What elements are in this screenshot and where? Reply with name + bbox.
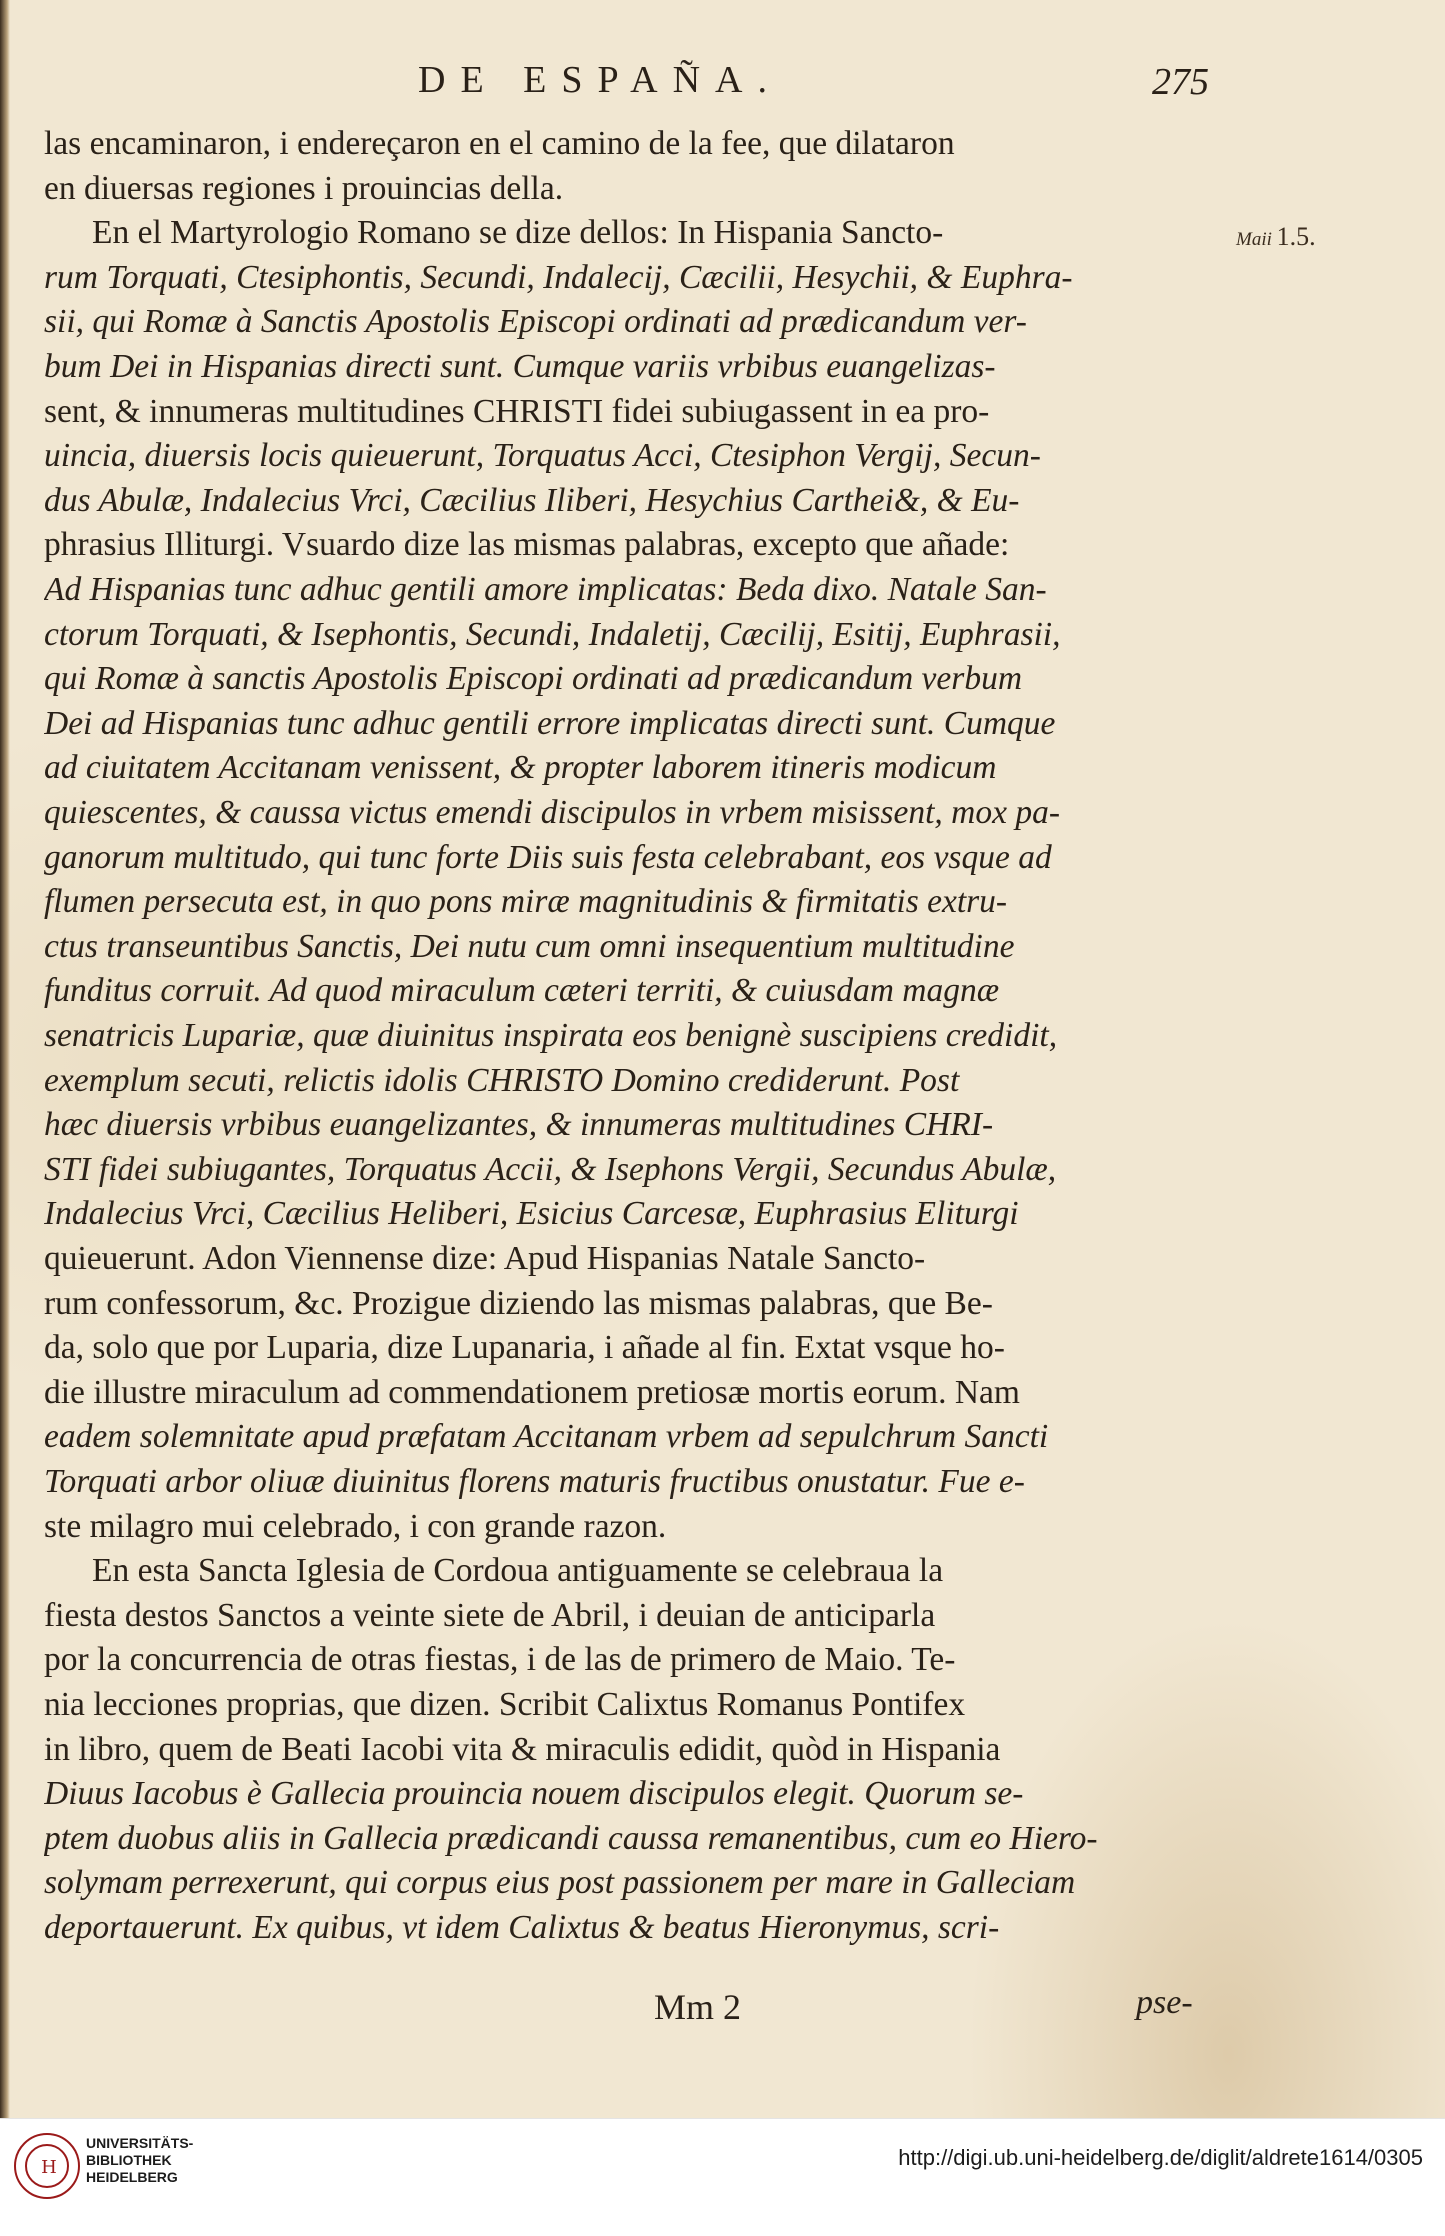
text-line: sii, qui Romæ à Sanctis Apostolis Episcopi ordinati ad prædicandum ver- — [44, 303, 1027, 340]
text-line: por la concurrencia de otras fiestas, i de las de primero de Maio. Te- — [44, 1641, 956, 1678]
text-line: Ad Hispanias tunc adhuc gentili amore implicatas: Beda dixo. Natale San- — [44, 571, 1047, 608]
text-line: ganorum multitudo, qui tunc forte Diis suis festa celebrabant, eos vsque ad — [44, 839, 1052, 876]
library-name-line: HEIDELBERG — [86, 2169, 178, 2185]
text-line: Diuus Iacobus è Gallecia prouincia nouem discipulos elegit. Quorum se- — [44, 1775, 1024, 1812]
text-line: flumen persecuta est, in quo pons miræ magnitudinis & firmitatis extru- — [44, 883, 1008, 920]
source-url-link[interactable]: http://digi.ub.uni-heidelberg.de/diglit/aldrete1614/0305 — [898, 2145, 1423, 2170]
text-line: exemplum secuti, relictis idolis CHRISTO Domino crediderunt. Post — [44, 1062, 960, 1099]
text-line: dus Abulæ, Indalecius Vrci, Cæcilius Iliberi, Hesychius Carthei&, & Eu- — [44, 482, 1020, 519]
library-name — [86, 2135, 193, 2186]
text-line: bum Dei in Hispanias directi sunt. Cumque variis vrbibus euangelizas- — [44, 348, 996, 385]
university-seal-icon — [14, 2133, 80, 2199]
text-line: ctorum Torquati, & Isephontis, Secundi, Indaletij, Cæcilij, Esitij, Euphrasii, — [44, 616, 1061, 653]
page-header — [0, 58, 1445, 118]
text-line: funditus corruit. Ad quod miraculum cæteri territi, & cuiusdam magnæ — [44, 972, 1000, 1009]
text-line: hæc diuersis vrbibus euangelizantes, & innumeras multitudines CHRI- — [44, 1106, 994, 1143]
text-line: Torquati arbor oliuæ diuinitus florens maturis fructibus onustatur. Fue e- — [44, 1463, 1025, 1500]
text-line: en diuersas regiones i prouincias della. — [44, 170, 564, 207]
text-line: las encaminaron, i endereçaron en el camino de la fee, que dilataron — [44, 125, 955, 162]
text-line: deportauerunt. Ex quibus, vt idem Calixtus & beatus Hieronymus, scri- — [44, 1909, 1000, 1946]
text-line: uincia, diuersis locis quieuerunt, Torquatus Acci, Ctesiphon Vergij, Secun- — [44, 437, 1041, 474]
library-name-line: BIBLIOTHEK — [86, 2152, 172, 2168]
seal-letter: H — [41, 2157, 57, 2178]
text-line: ad ciuitatem Accitanam venissent, & propter laborem itineris modicum — [44, 749, 997, 786]
signature-mark: Mm 2 — [654, 1987, 742, 2027]
text-line: qui Romæ à sanctis Apostolis Episcopi ordinati ad prædicandum verbum — [44, 660, 1023, 697]
text-line: En esta Sancta Iglesia de Cordoua antiguamente se celebraua la — [92, 1552, 944, 1589]
text-line: solymam perrexerunt, qui corpus eius post passionem per mare in Galleciam — [44, 1864, 1076, 1901]
text-line: quieuerunt. Adon Viennense dize: Apud Hispanias Natale Sancto- — [44, 1240, 926, 1277]
page-number: 275 — [1152, 61, 1209, 103]
text-line: senatricis Lupariæ, quæ diuinitus inspirata eos benignè suscipiens credidit, — [44, 1017, 1058, 1054]
text-line: En el Martyrologio Romano se dize dellos: In Hispania Sancto- — [92, 214, 944, 251]
text-line: phrasius Illiturgi. Vsuardo dize las mismas palabras, excepto que añade: — [44, 526, 1010, 563]
running-title: DE ESPAÑA. — [418, 59, 782, 101]
text-line: quiescentes, & caussa victus emendi discipulos in vrbem misissent, mox pa- — [44, 794, 1060, 831]
text-line: nia lecciones proprias, que dizen. Scribit Calixtus Romanus Pontifex — [44, 1686, 966, 1723]
text-line: die illustre miraculum ad commendationem pretiosæ mortis eorum. Nam — [44, 1374, 1020, 1411]
seal-inner-ring — [25, 2144, 69, 2188]
text-line: ctus transeuntibus Sanctis, Dei nutu cum omni insequentium multitudine — [44, 928, 1015, 965]
text-line: eadem solemnitate apud præfatam Accitanam vrbem ad sepulchrum Sancti — [44, 1418, 1049, 1455]
text-line: in libro, quem de Beati Iacobi vita & miraculis edidit, quòd in Hispania — [44, 1731, 1001, 1768]
text-line: Dei ad Hispanias tunc adhuc gentili errore implicatas directi sunt. Cumque — [44, 705, 1056, 742]
text-line: da, solo que por Luparia, dize Lupanaria, i añade al fin. Extat vsque ho- — [44, 1329, 1005, 1366]
text-line: Indalecius Vrci, Cæcilius Heliberi, Esicius Carcesæ, Euphrasius Eliturgi — [44, 1195, 1019, 1232]
text-line: fiesta destos Sanctos a veinte siete de Abril, i deuian de anticiparla — [44, 1597, 936, 1634]
text-line: rum confessorum, &c. Prozigue diziendo las mismas palabras, que Be- — [44, 1285, 993, 1322]
marginal-note — [1236, 222, 1316, 252]
library-name-line: UNIVERSITÄTS- — [86, 2135, 194, 2151]
page-binding-edge — [0, 0, 10, 2118]
text-line: rum Torquati, Ctesiphontis, Secundi, Indalecij, Cæcilii, Hesychii, & Euphra- — [44, 259, 1073, 296]
marginal-note-text: Maii — [1236, 229, 1272, 250]
catchword: pse- — [1136, 1984, 1193, 2021]
text-line: sent, & innumeras multitudines CHRISTI fidei subiugassent in ea pro- — [44, 393, 990, 430]
text-line: ptem duobus aliis in Gallecia prædicandi caussa remanentibus, cum eo Hiero- — [44, 1820, 1098, 1857]
footer-bar — [0, 2118, 1445, 2236]
marginal-note-number: 1.5. — [1276, 222, 1316, 251]
text-line: ste milagro mui celebrado, i con grande razon. — [44, 1508, 667, 1545]
text-line: STI fidei subiugantes, Torquatus Accii, & Isephons Vergii, Secundus Abulæ, — [44, 1151, 1057, 1188]
